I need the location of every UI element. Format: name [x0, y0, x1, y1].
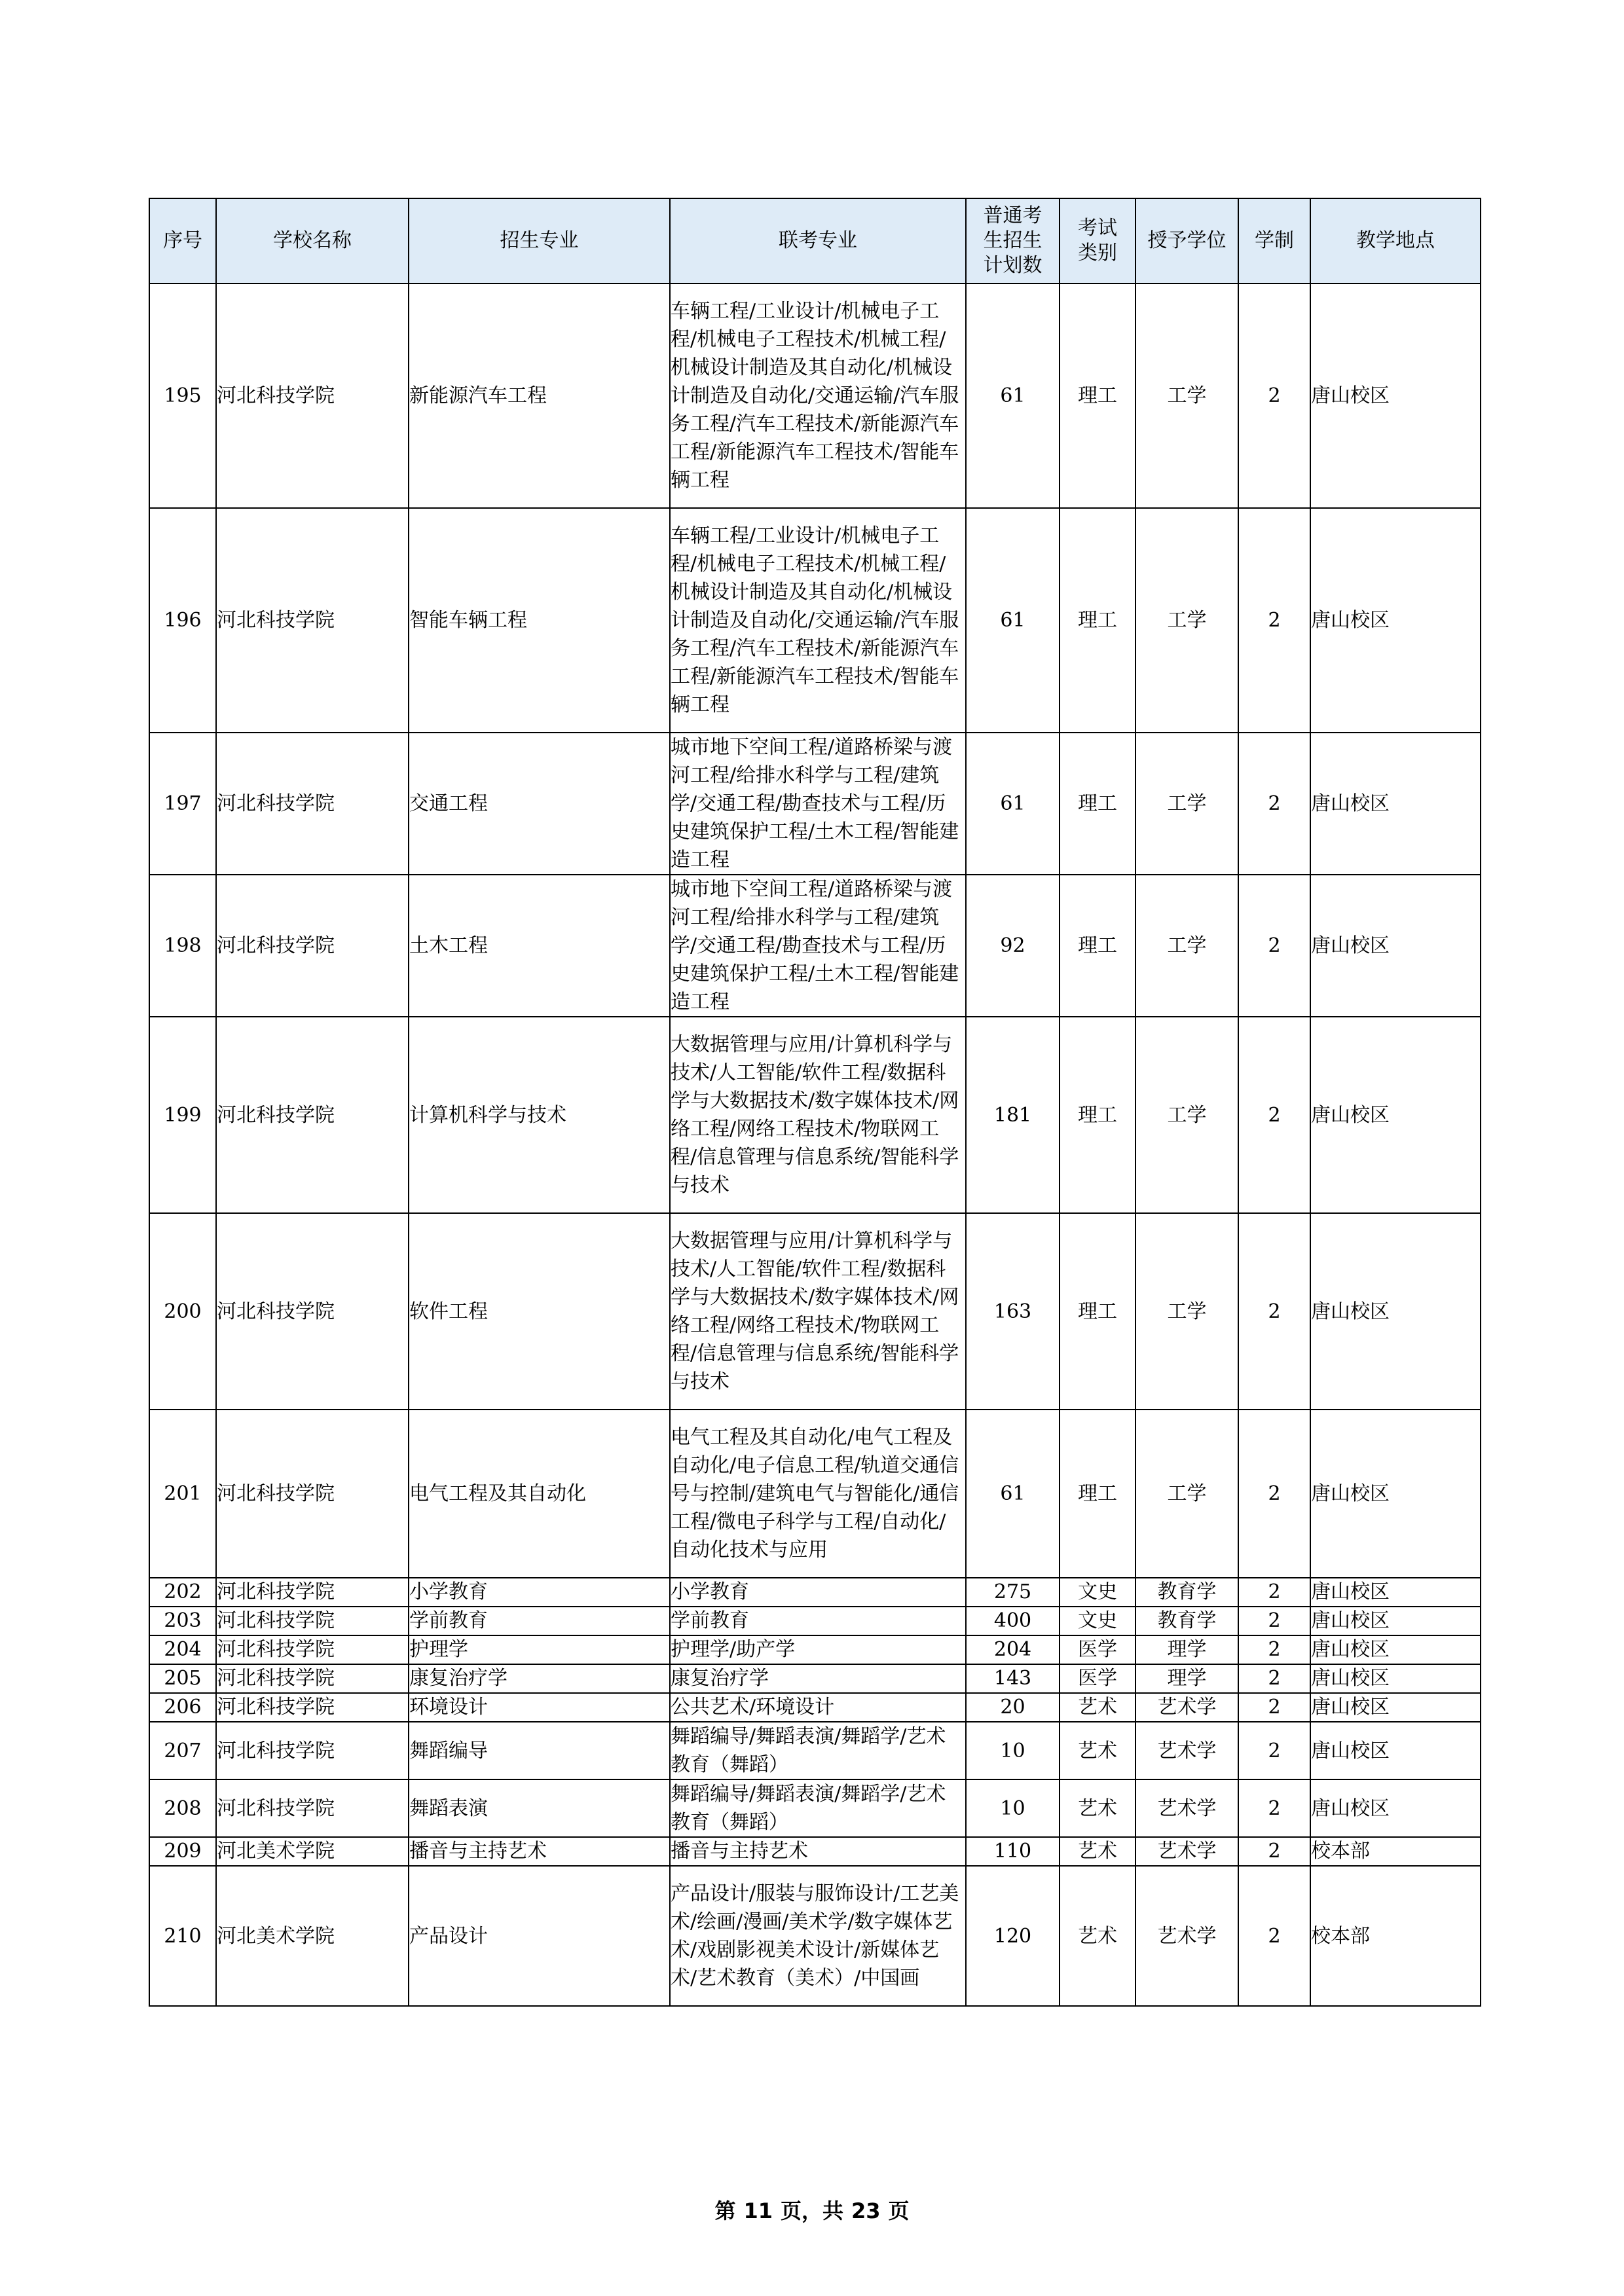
plan-count-cell: 61 — [966, 1410, 1060, 1578]
degree-awarded-cell: 艺术学 — [1135, 1779, 1238, 1837]
row-number-cell: 197 — [149, 733, 216, 875]
exam-majors-cell: 播音与主持艺术 — [670, 1837, 966, 1866]
header-cell: 学制 — [1238, 198, 1310, 283]
table-row — [149, 1017, 1481, 1213]
row-number-cell: 199 — [149, 1017, 216, 1213]
header-cell: 序号 — [149, 198, 216, 283]
school-name-cell: 河北科技学院 — [216, 1607, 409, 1635]
exam-category-cell: 理工 — [1060, 875, 1135, 1017]
exam-category-cell: 艺术 — [1060, 1837, 1135, 1866]
study-years-cell: 2 — [1238, 283, 1310, 508]
table-row — [149, 1213, 1481, 1410]
enrollment-major-cell: 环境设计 — [409, 1693, 670, 1722]
study-years-cell: 2 — [1238, 1635, 1310, 1664]
degree-awarded-cell: 理学 — [1135, 1664, 1238, 1693]
degree-awarded-cell: 艺术学 — [1135, 1722, 1238, 1779]
school-name-cell: 河北科技学院 — [216, 733, 409, 875]
degree-awarded-cell: 教育学 — [1135, 1578, 1238, 1607]
enrollment-major-cell: 新能源汽车工程 — [409, 283, 670, 508]
row-number-cell: 203 — [149, 1607, 216, 1635]
table-row — [149, 875, 1481, 1017]
enrollment-major-cell: 智能车辆工程 — [409, 508, 670, 733]
study-years-cell: 2 — [1238, 1017, 1310, 1213]
school-name-cell: 河北科技学院 — [216, 1017, 409, 1213]
plan-count-cell: 400 — [966, 1607, 1060, 1635]
exam-majors-cell: 城市地下空间工程/道路桥梁与渡河工程/给排水科学与工程/建筑学/交通工程/勘查技术与工程/历史建筑保护工程/土木工程/智能建造工程 — [670, 875, 966, 1017]
degree-awarded-cell: 工学 — [1135, 1213, 1238, 1410]
table-row — [149, 283, 1481, 508]
footer-prefix: 第 — [714, 2198, 736, 2223]
table-row — [149, 508, 1481, 733]
table-row — [149, 1693, 1481, 1722]
header-cell: 学校名称 — [216, 198, 409, 283]
row-number-cell: 200 — [149, 1213, 216, 1410]
teaching-location-cell: 唐山校区 — [1310, 1664, 1481, 1693]
plan-count-cell: 163 — [966, 1213, 1060, 1410]
exam-category-cell: 理工 — [1060, 1410, 1135, 1578]
degree-awarded-cell: 工学 — [1135, 508, 1238, 733]
school-name-cell: 河北科技学院 — [216, 1664, 409, 1693]
school-name-cell: 河北科技学院 — [216, 1779, 409, 1837]
degree-awarded-cell: 工学 — [1135, 1410, 1238, 1578]
school-name-cell: 河北科技学院 — [216, 508, 409, 733]
teaching-location-cell: 唐山校区 — [1310, 508, 1481, 733]
teaching-location-cell: 唐山校区 — [1310, 875, 1481, 1017]
teaching-location-cell: 唐山校区 — [1310, 1635, 1481, 1664]
school-name-cell: 河北科技学院 — [216, 1213, 409, 1410]
enrollment-major-cell: 舞蹈编导 — [409, 1722, 670, 1779]
teaching-location-cell: 校本部 — [1310, 1837, 1481, 1866]
row-number-cell: 201 — [149, 1410, 216, 1578]
study-years-cell: 2 — [1238, 1722, 1310, 1779]
degree-awarded-cell: 教育学 — [1135, 1607, 1238, 1635]
row-number-cell: 206 — [149, 1693, 216, 1722]
degree-awarded-cell: 工学 — [1135, 875, 1238, 1017]
table-row — [149, 1722, 1481, 1779]
degree-awarded-cell: 工学 — [1135, 733, 1238, 875]
study-years-cell: 2 — [1238, 508, 1310, 733]
table-row — [149, 1635, 1481, 1664]
enrollment-major-cell: 电气工程及其自动化 — [409, 1410, 670, 1578]
row-number-cell: 210 — [149, 1866, 216, 2006]
plan-count-cell: 110 — [966, 1837, 1060, 1866]
row-number-cell: 205 — [149, 1664, 216, 1693]
exam-category-cell: 艺术 — [1060, 1722, 1135, 1779]
exam-majors-cell: 公共艺术/环境设计 — [670, 1693, 966, 1722]
exam-category-cell: 理工 — [1060, 1213, 1135, 1410]
footer-mid: 页，共 — [780, 2198, 843, 2223]
header-cell: 联考专业 — [670, 198, 966, 283]
plan-count-cell: 61 — [966, 508, 1060, 733]
exam-majors-cell: 康复治疗学 — [670, 1664, 966, 1693]
teaching-location-cell: 唐山校区 — [1310, 1410, 1481, 1578]
plan-count-cell: 181 — [966, 1017, 1060, 1213]
degree-awarded-cell: 工学 — [1135, 1017, 1238, 1213]
footer-suffix: 页 — [888, 2198, 910, 2223]
total-pages-number: 23 — [851, 2198, 881, 2223]
row-number-cell: 207 — [149, 1722, 216, 1779]
exam-category-cell: 理工 — [1060, 283, 1135, 508]
exam-majors-cell: 小学教育 — [670, 1578, 966, 1607]
study-years-cell: 2 — [1238, 1693, 1310, 1722]
page-footer — [0, 2195, 1624, 2225]
enrollment-major-cell: 交通工程 — [409, 733, 670, 875]
enrollment-major-cell: 学前教育 — [409, 1607, 670, 1635]
plan-count-cell: 61 — [966, 283, 1060, 508]
plan-count-cell: 143 — [966, 1664, 1060, 1693]
school-name-cell: 河北科技学院 — [216, 283, 409, 508]
enrollment-major-cell: 计算机科学与技术 — [409, 1017, 670, 1213]
exam-majors-cell: 学前教育 — [670, 1607, 966, 1635]
degree-awarded-cell: 工学 — [1135, 283, 1238, 508]
degree-awarded-cell: 艺术学 — [1135, 1693, 1238, 1722]
enrollment-major-cell: 小学教育 — [409, 1578, 670, 1607]
row-number-cell: 202 — [149, 1578, 216, 1607]
table-row — [149, 733, 1481, 875]
degree-awarded-cell: 理学 — [1135, 1635, 1238, 1664]
exam-category-cell: 理工 — [1060, 508, 1135, 733]
exam-category-cell: 艺术 — [1060, 1693, 1135, 1722]
plan-count-cell: 61 — [966, 733, 1060, 875]
study-years-cell: 2 — [1238, 875, 1310, 1017]
table-header-row — [149, 198, 1481, 283]
teaching-location-cell: 校本部 — [1310, 1866, 1481, 2006]
study-years-cell: 2 — [1238, 1578, 1310, 1607]
table-row — [149, 1779, 1481, 1837]
table-row — [149, 1578, 1481, 1607]
exam-category-cell: 医学 — [1060, 1635, 1135, 1664]
teaching-location-cell: 唐山校区 — [1310, 283, 1481, 508]
header-cell: 考试类别 — [1060, 198, 1135, 283]
table-row — [149, 1866, 1481, 2006]
teaching-location-cell: 唐山校区 — [1310, 733, 1481, 875]
row-number-cell: 196 — [149, 508, 216, 733]
study-years-cell: 2 — [1238, 1410, 1310, 1578]
school-name-cell: 河北科技学院 — [216, 1410, 409, 1578]
school-name-cell: 河北科技学院 — [216, 1693, 409, 1722]
school-name-cell: 河北美术学院 — [216, 1866, 409, 2006]
plan-count-cell: 120 — [966, 1866, 1060, 2006]
row-number-cell: 198 — [149, 875, 216, 1017]
teaching-location-cell: 唐山校区 — [1310, 1779, 1481, 1837]
exam-majors-cell: 城市地下空间工程/道路桥梁与渡河工程/给排水科学与工程/建筑学/交通工程/勘查技术与工程/历史建筑保护工程/土木工程/智能建造工程 — [670, 733, 966, 875]
teaching-location-cell: 唐山校区 — [1310, 1578, 1481, 1607]
school-name-cell: 河北美术学院 — [216, 1837, 409, 1866]
teaching-location-cell: 唐山校区 — [1310, 1017, 1481, 1213]
enrollment-major-cell: 软件工程 — [409, 1213, 670, 1410]
enrollment-major-cell: 康复治疗学 — [409, 1664, 670, 1693]
exam-majors-cell: 护理学/助产学 — [670, 1635, 966, 1664]
teaching-location-cell: 唐山校区 — [1310, 1722, 1481, 1779]
plan-count-cell: 204 — [966, 1635, 1060, 1664]
exam-majors-cell: 舞蹈编导/舞蹈表演/舞蹈学/艺术教育（舞蹈） — [670, 1722, 966, 1779]
study-years-cell: 2 — [1238, 1866, 1310, 2006]
exam-majors-cell: 电气工程及其自动化/电气工程及自动化/电子信息工程/轨道交通信号与控制/建筑电气与智能化/通信工程/微电子科学与工程/自动化/自动化技术与应用 — [670, 1410, 966, 1578]
school-name-cell: 河北科技学院 — [216, 1635, 409, 1664]
exam-majors-cell: 大数据管理与应用/计算机科学与技术/人工智能/软件工程/数据科学与大数据技术/数字媒体技术/网络工程/网络工程技术/物联网工程/信息管理与信息系统/智能科学与技术 — [670, 1017, 966, 1213]
enrollment-major-cell: 舞蹈表演 — [409, 1779, 670, 1837]
plan-count-cell: 92 — [966, 875, 1060, 1017]
exam-category-cell: 文史 — [1060, 1607, 1135, 1635]
study-years-cell: 2 — [1238, 1779, 1310, 1837]
exam-majors-cell: 大数据管理与应用/计算机科学与技术/人工智能/软件工程/数据科学与大数据技术/数字媒体技术/网络工程/网络工程技术/物联网工程/信息管理与信息系统/智能科学与技术 — [670, 1213, 966, 1410]
study-years-cell: 2 — [1238, 733, 1310, 875]
current-page-number: 11 — [743, 2198, 773, 2223]
table-row — [149, 1837, 1481, 1866]
table-row — [149, 1664, 1481, 1693]
study-years-cell: 2 — [1238, 1837, 1310, 1866]
degree-awarded-cell: 艺术学 — [1135, 1837, 1238, 1866]
study-years-cell: 2 — [1238, 1607, 1310, 1635]
table-body — [149, 283, 1481, 2006]
table-row — [149, 1607, 1481, 1635]
exam-category-cell: 医学 — [1060, 1664, 1135, 1693]
plan-count-cell: 275 — [966, 1578, 1060, 1607]
header-cell: 教学地点 — [1310, 198, 1481, 283]
enrollment-major-cell: 播音与主持艺术 — [409, 1837, 670, 1866]
header-cell: 招生专业 — [409, 198, 670, 283]
exam-category-cell: 理工 — [1060, 1017, 1135, 1213]
study-years-cell: 2 — [1238, 1213, 1310, 1410]
exam-majors-cell: 舞蹈编导/舞蹈表演/舞蹈学/艺术教育（舞蹈） — [670, 1779, 966, 1837]
study-years-cell: 2 — [1238, 1664, 1310, 1693]
exam-category-cell: 艺术 — [1060, 1866, 1135, 2006]
header-cell: 授予学位 — [1135, 198, 1238, 283]
header-cell: 普通考生招生计划数 — [966, 198, 1060, 283]
exam-majors-cell: 车辆工程/工业设计/机械电子工程/机械电子工程技术/机械工程/机械设计制造及其自动化/机械设计制造及自动化/交通运输/汽车服务工程/汽车工程技术/新能源汽车工程/新能源汽车工程技术/智能车辆工程 — [670, 283, 966, 508]
exam-majors-cell: 车辆工程/工业设计/机械电子工程/机械电子工程技术/机械工程/机械设计制造及其自动化/机械设计制造及自动化/交通运输/汽车服务工程/汽车工程技术/新能源汽车工程/新能源汽车工程技术/智能车辆工程 — [670, 508, 966, 733]
exam-category-cell: 文史 — [1060, 1578, 1135, 1607]
plan-count-cell: 10 — [966, 1779, 1060, 1837]
enrollment-major-cell: 土木工程 — [409, 875, 670, 1017]
enrollment-major-cell: 产品设计 — [409, 1866, 670, 2006]
plan-count-cell: 20 — [966, 1693, 1060, 1722]
exam-category-cell: 理工 — [1060, 733, 1135, 875]
exam-category-cell: 艺术 — [1060, 1779, 1135, 1837]
enrollment-major-cell: 护理学 — [409, 1635, 670, 1664]
table-row — [149, 1410, 1481, 1578]
row-number-cell: 208 — [149, 1779, 216, 1837]
row-number-cell: 204 — [149, 1635, 216, 1664]
plan-count-cell: 10 — [966, 1722, 1060, 1779]
school-name-cell: 河北科技学院 — [216, 1722, 409, 1779]
enrollment-plan-table — [149, 198, 1481, 2007]
row-number-cell: 209 — [149, 1837, 216, 1866]
exam-majors-cell: 产品设计/服装与服饰设计/工艺美术/绘画/漫画/美术学/数字媒体艺术/戏剧影视美术设计/新媒体艺术/艺术教育（美术）/中国画 — [670, 1866, 966, 2006]
school-name-cell: 河北科技学院 — [216, 875, 409, 1017]
degree-awarded-cell: 艺术学 — [1135, 1866, 1238, 2006]
row-number-cell: 195 — [149, 283, 216, 508]
school-name-cell: 河北科技学院 — [216, 1578, 409, 1607]
teaching-location-cell: 唐山校区 — [1310, 1693, 1481, 1722]
teaching-location-cell: 唐山校区 — [1310, 1607, 1481, 1635]
teaching-location-cell: 唐山校区 — [1310, 1213, 1481, 1410]
